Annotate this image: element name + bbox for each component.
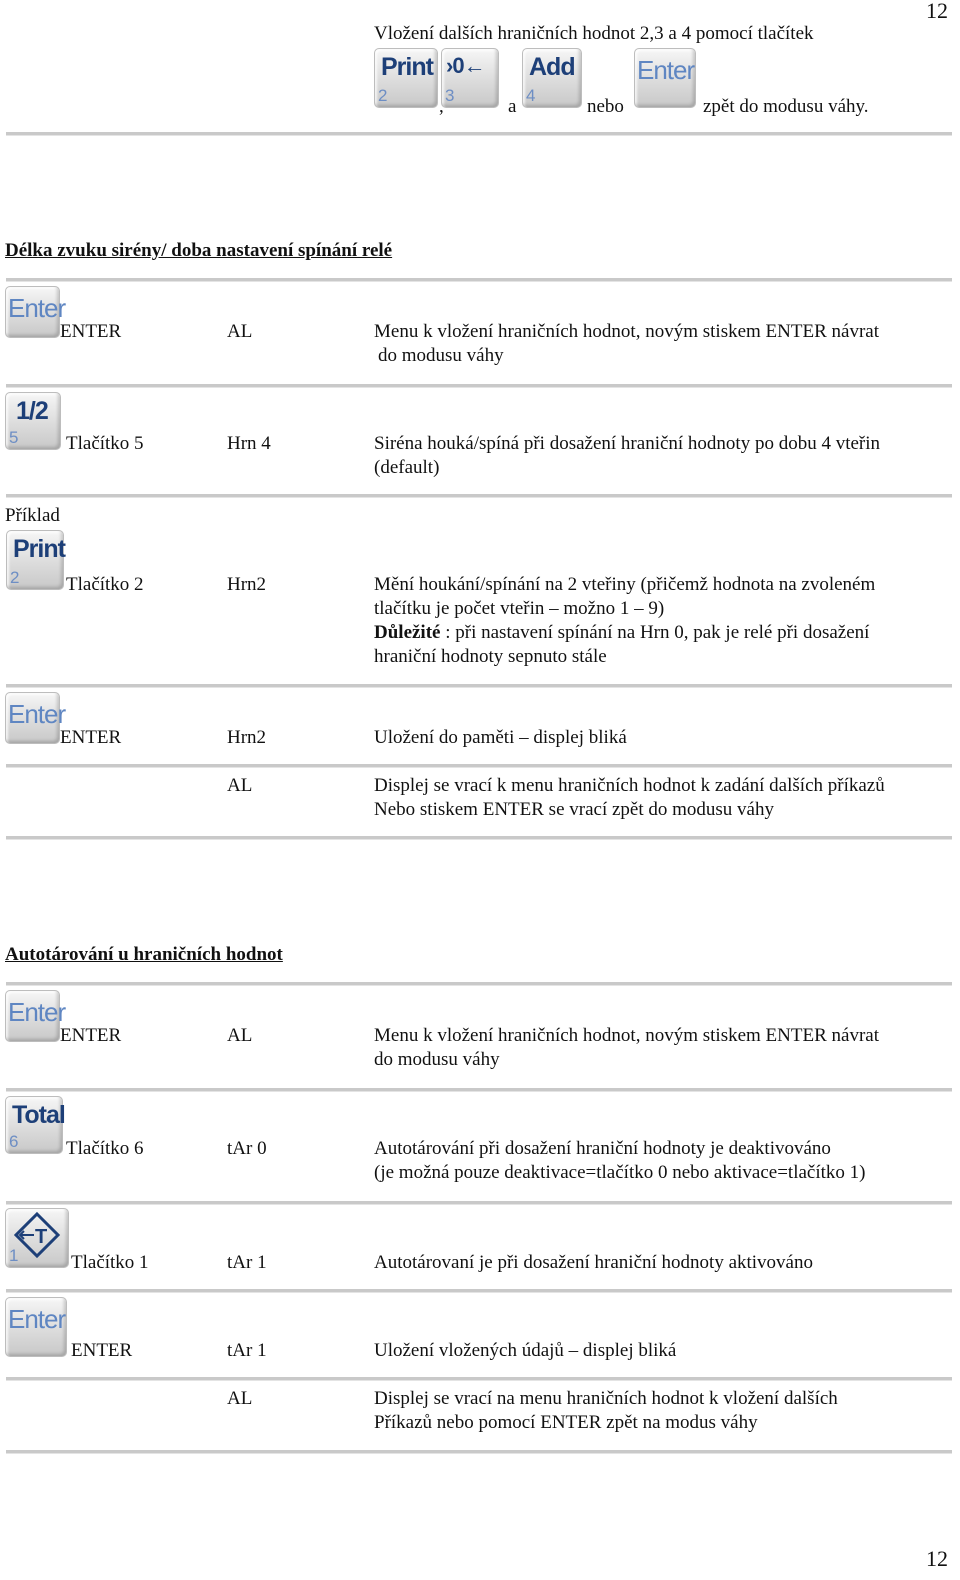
page-number-top: 12 xyxy=(926,0,948,23)
row-code: tAr 1 xyxy=(227,1252,267,1273)
row-description: hraniční hodnoty sepnuto stále xyxy=(374,646,607,667)
tare-arrow-icon xyxy=(14,1212,60,1258)
divider xyxy=(6,1201,952,1205)
section-heading-autotare: Autotárování u hraničních hodnot xyxy=(5,944,283,965)
row-description: Uložení do paměti – displej bliká xyxy=(374,727,627,748)
row-description: Autotárování při dosažení hraniční hodnoty je deaktivováno xyxy=(374,1138,831,1159)
row-description: Autotárovaní je při dosažení hraniční hodnoty aktivováno xyxy=(374,1252,813,1273)
intro-comma: , xyxy=(439,96,444,117)
row-code: AL xyxy=(227,1388,253,1409)
divider xyxy=(6,1088,952,1092)
intro-nebo: nebo xyxy=(587,96,624,117)
row-key-label: Tlačítko 5 xyxy=(66,433,144,454)
row-code: tAr 1 xyxy=(227,1340,267,1361)
divider xyxy=(6,836,952,840)
row-key-label: Tlačítko 1 xyxy=(71,1252,149,1273)
divider xyxy=(6,982,952,986)
print-key-icon: Print 2 xyxy=(6,530,64,590)
divider xyxy=(6,1289,952,1293)
row-code: AL xyxy=(227,775,253,796)
divider xyxy=(6,684,952,688)
print-key-icon: Print 2 xyxy=(374,48,438,108)
divider xyxy=(6,384,952,388)
row-description: Uložení vložených údajů – displej bliká xyxy=(374,1340,677,1361)
half-key-icon: 1/2 5 xyxy=(5,392,61,450)
enter-key-icon: Enter xyxy=(5,1297,67,1357)
row-description: (default) xyxy=(374,457,440,478)
divider xyxy=(6,764,952,768)
important-label: Důležité xyxy=(374,622,441,643)
row-description: Menu k vložení hraničních hodnot, novým stiskem ENTER návrat xyxy=(374,321,879,342)
total-key-icon: Total 6 xyxy=(5,1096,63,1154)
enter-key-icon: Enter xyxy=(5,286,60,338)
row-code: AL xyxy=(227,1025,253,1046)
divider xyxy=(6,132,952,136)
row-key-label: ENTER xyxy=(60,321,122,342)
enter-key-icon: Enter xyxy=(5,692,60,744)
row-description: Příkazů nebo pomocí ENTER zpět na modus váhy xyxy=(374,1412,758,1433)
important-text: : při nastavení spínání na Hrn 0, pak je relé při dosažení xyxy=(440,622,870,643)
divider xyxy=(6,278,952,282)
row-important xyxy=(374,622,869,644)
row-code: Hrn2 xyxy=(227,727,267,748)
row-description: Nebo stiskem ENTER se vrací zpět do modusu váhy xyxy=(374,799,774,820)
row-description: Displej se vrací k menu hraničních hodnot k zadání dalších příkazů xyxy=(374,775,885,796)
divider xyxy=(6,1450,952,1454)
row-description: Menu k vložení hraničních hodnot, novým stiskem ENTER návrat xyxy=(374,1025,879,1046)
row-description: do modusu váhy xyxy=(378,345,504,366)
row-code: AL xyxy=(227,321,253,342)
row-key-label: Tlačítko 6 xyxy=(66,1138,144,1159)
row-key-label: ENTER xyxy=(60,727,122,748)
enter-key-icon: Enter xyxy=(5,990,60,1042)
intro-line: Vložení dalších hraničních hodnot 2,3 a 4 pomocí tlačítek xyxy=(374,23,814,44)
row-description: tlačítku je počet vteřin – možno 1 – 9) xyxy=(374,598,665,619)
zero-key-icon: ›0← 3 xyxy=(441,48,499,108)
row-key-label: ENTER xyxy=(71,1340,133,1361)
row-code: Hrn 4 xyxy=(227,433,271,454)
row-description: do modusu váhy xyxy=(374,1049,500,1070)
row-description: Mění houkání/spínání na 2 vteřiny (přičemž hodnota na zvoleném xyxy=(374,574,876,595)
tare-key-icon: T 1 xyxy=(5,1208,69,1268)
divider xyxy=(6,494,952,498)
enter-key-icon: Enter xyxy=(634,48,696,108)
row-code: tAr 0 xyxy=(227,1138,267,1159)
row-code: Hrn2 xyxy=(227,574,267,595)
divider xyxy=(6,1377,952,1381)
intro-a: a xyxy=(508,96,517,117)
section-heading-siren: Délka zvuku sirény/ doba nastavení spínání relé xyxy=(5,240,393,261)
intro-end: zpět do modusu váhy. xyxy=(703,96,869,117)
page-number-bottom: 12 xyxy=(926,1546,948,1571)
add-key-icon: Add 4 xyxy=(522,48,582,108)
row-description: Siréna houká/spíná při dosažení hraniční hodnoty po dobu 4 vteřin xyxy=(374,433,881,454)
svg-text:T: T xyxy=(35,1226,48,1248)
row-description: (je možná pouze deaktivace=tlačítko 0 nebo aktivace=tlačítko 1) xyxy=(374,1162,866,1183)
example-label: Příklad xyxy=(5,505,60,526)
row-key-label: ENTER xyxy=(60,1025,122,1046)
row-description: Displej se vrací na menu hraničních hodnot k vložení dalších xyxy=(374,1388,838,1409)
row-key-label: Tlačítko 2 xyxy=(66,574,144,595)
